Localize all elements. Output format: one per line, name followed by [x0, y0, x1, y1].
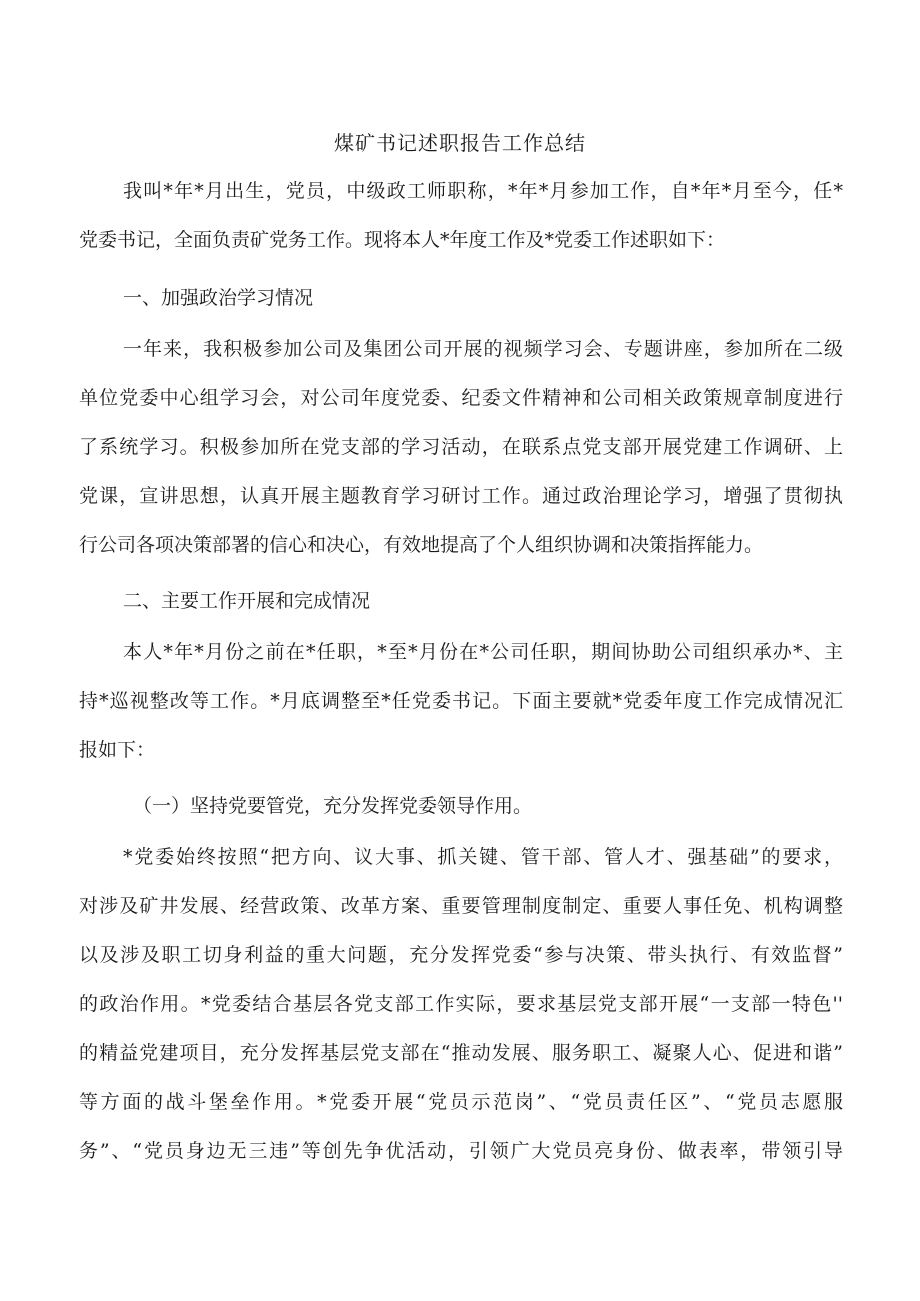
section-heading-1: 一、加强政治学习情况: [123, 287, 314, 309]
paragraph-line: 持*巡视整改等工作。*月底调整至*任党委书记。下面主要就*党委年度工作完成情况汇: [79, 690, 843, 712]
paragraph-line: 党委书记，全面负责矿党务工作。现将本人*年度工作及*党委工作述职如下：: [79, 229, 726, 251]
paragraph-line: 对涉及矿井发展、经营政策、改革方案、重要管理制度制定、重要人事任免、机构调整: [79, 895, 843, 917]
paragraph-line: 报如下：: [79, 739, 156, 761]
paragraph-line: 党课，宣讲思想，认真开展主题教育学习研讨工作。通过政治理论学习，增强了贯彻执: [79, 485, 843, 507]
paragraph-line: 的政治作用。*党委结合基层各党支部工作实际，要求基层党支部开展“一支部一特色'': [79, 993, 843, 1015]
subsection-heading-1: （一）坚持党要管党，充分发挥党委领导作用。: [133, 795, 533, 817]
paragraph-line: *党委始终按照“把方向、议大事、抓关键、管干部、管人才、强基础”的要求，: [123, 846, 843, 868]
paragraph-line: 本人*年*月份之前在*任职，*至*月份在*公司任职，期间协助公司组织承办*、主: [123, 641, 843, 663]
paragraph-line: 我叫*年*月出生，党员，中级政工师职称，*年*月参加工作，自*年*月至今，任*: [123, 180, 843, 202]
document-title: 煤矿书记述职报告工作总结: [334, 131, 586, 155]
paragraph-line: 的精益党建项目，充分发挥基层党支部在“推动发展、服务职工、凝聚人心、促进和谐”: [79, 1042, 843, 1064]
paragraph-line: 单位党委中心组学习会，对公司年度党委、纪委文件精神和公司相关政策规章制度进行: [79, 387, 843, 409]
paragraph-line: 行公司各项决策部署的信心和决心，有效地提高了个人组织协调和决策指挥能力。: [79, 534, 764, 556]
paragraph-line: 一年来，我积极参加公司及集团公司开展的视频学习会、专题讲座，参加所在二级: [123, 338, 843, 360]
paragraph-line: 以及涉及职工切身利益的重大问题，充分发挥党委“参与决策、带头执行、有效监督”: [79, 944, 843, 966]
paragraph-line: 务”、“党员身边无三违”等创先争优活动，引领广大党员亮身份、做表率，带领引导: [79, 1140, 843, 1162]
paragraph-line: 了系统学习。积极参加所在党支部的学习活动，在联系点党支部开展党建工作调研、上: [79, 436, 843, 458]
section-heading-2: 二、主要工作开展和完成情况: [123, 590, 371, 612]
paragraph-line: 等方面的战斗堡垒作用。*党委开展“党员示范岗”、“党员责任区”、“党员志愿服: [79, 1091, 843, 1113]
